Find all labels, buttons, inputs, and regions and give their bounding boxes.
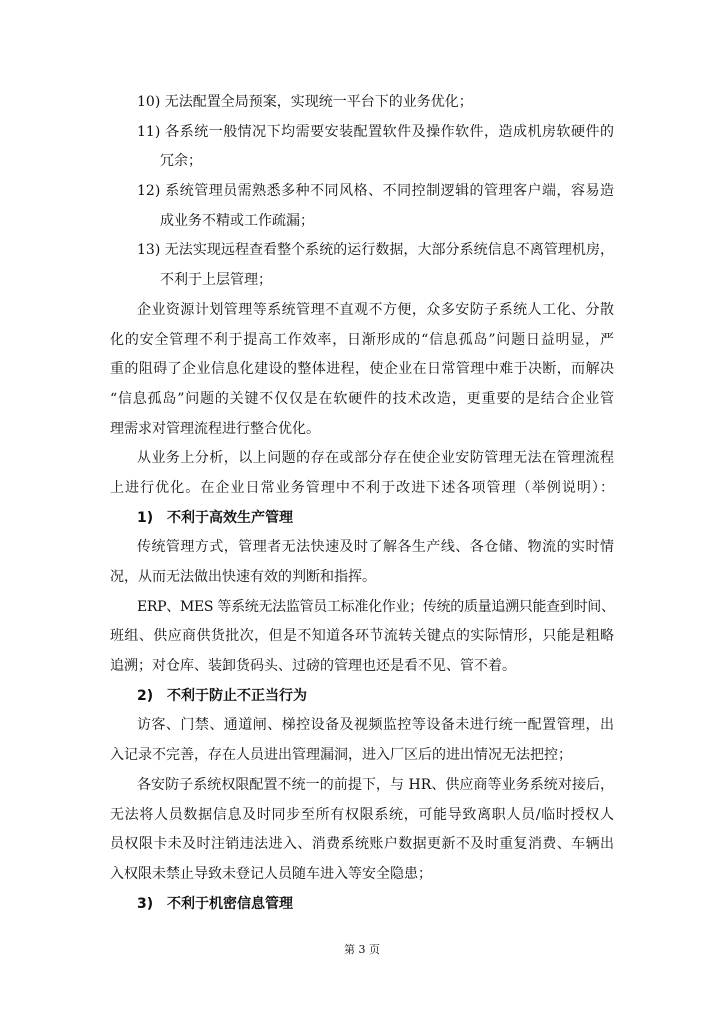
section-title: 不利于高效生产管理	[167, 509, 293, 526]
paragraph-line: 访客、门禁、通道闸、梯控设备及视频监控等设备未进行统一配置管理，出	[137, 717, 614, 734]
document-body	[110, 88, 614, 919]
paragraph-line: ERP、MES 等系统无法监管员工标准化作业；传统的质量追溯只能查到时间、	[137, 598, 615, 615]
paragraph-line: 各安防子系统权限配置不统一的前提下，与 HR、供应商等业务系统对接后，	[137, 776, 614, 793]
section-title: 不利于防止不正当行为	[167, 687, 307, 704]
paragraph-line: 无法将人员数据信息及时同步至所有权限系统，可能导致离职人员/临时授权人	[110, 806, 614, 823]
list-item-line: 不利于上层管理；	[160, 272, 272, 289]
section-heading	[110, 890, 614, 920]
list-item-line: 成业务不精或工作疏漏；	[160, 212, 314, 229]
paragraph-line: 化的安全管理不利于提高工作效率，日渐形成的“信息孤岛”问题日益明显，严	[110, 331, 614, 348]
paragraph-line: 上进行优化。在企业日常业务管理中不利于改进下述各项管理（举例说明）：	[110, 479, 614, 496]
paragraph-line: 追溯；对仓库、装卸货码头、过磅的管理也还是看不见、管不着。	[110, 658, 516, 675]
paragraph-line: 从业务上分析，以上问题的存在或部分存在使企业安防管理无法在管理流程	[137, 450, 614, 467]
section-heading	[110, 504, 614, 534]
page-number: 第 3 页	[344, 943, 380, 956]
list-item-line: 11) 各系统一般情况下均需要安装配置软件及操作软件，造成机房软硬件的	[137, 123, 614, 140]
list-item-line: 13) 无法实现远程查看整个系统的运行数据，大部分系统信息不离管理机房，	[137, 242, 614, 259]
paragraph-line: 入记录不完善，存在人员进出管理漏洞，进入厂区后的进出情况无法把控；	[110, 747, 572, 764]
paragraph-line: 入权限未禁止导致未登记人员随车进入等安全隐患；	[110, 865, 432, 882]
paragraph-line: 重的阻碍了企业信息化建设的整体进程，使企业在日常管理中难于决断，而解决	[110, 361, 614, 378]
section-number: 2)	[137, 687, 154, 704]
section-heading	[110, 682, 614, 712]
paragraph-line: 况，从而无法做出快速有效的判断和指挥。	[110, 569, 376, 585]
paragraph-line: “信息孤岛”问题的关键不仅仅是在软硬件的技术改造，更重要的是结合企业管	[110, 390, 614, 407]
paragraph-line: 理需求对管理流程进行整合优化。	[110, 420, 320, 437]
paragraph-line: 员权限卡未及时注销违法进入、消费系统账户数据更新不及时重复消费、车辆出	[110, 836, 614, 853]
section-number: 1)	[137, 509, 154, 526]
paragraph-line: 传统管理方式，管理者无法快速及时了解各生产线、各仓储、物流的实时情	[137, 539, 614, 556]
section-number: 3)	[137, 895, 154, 912]
list-item-line: 冗余；	[160, 153, 202, 170]
section-title: 不利于机密信息管理	[167, 895, 293, 912]
list-item-line: 10) 无法配置全局预案，实现统一平台下的业务优化；	[137, 94, 473, 110]
paragraph-line: 班组、供应商供货批次，但是不知道各环节流转关键点的实际情形，只能是粗略	[110, 628, 614, 645]
paragraph-line: 企业资源计划管理等系统管理不直观不方便，众多安防子系统人工化、分散	[137, 301, 614, 318]
list-item-line: 12) 系统管理员需熟悉多种不同风格、不同控制逻辑的管理客户端，容易造	[137, 183, 614, 200]
